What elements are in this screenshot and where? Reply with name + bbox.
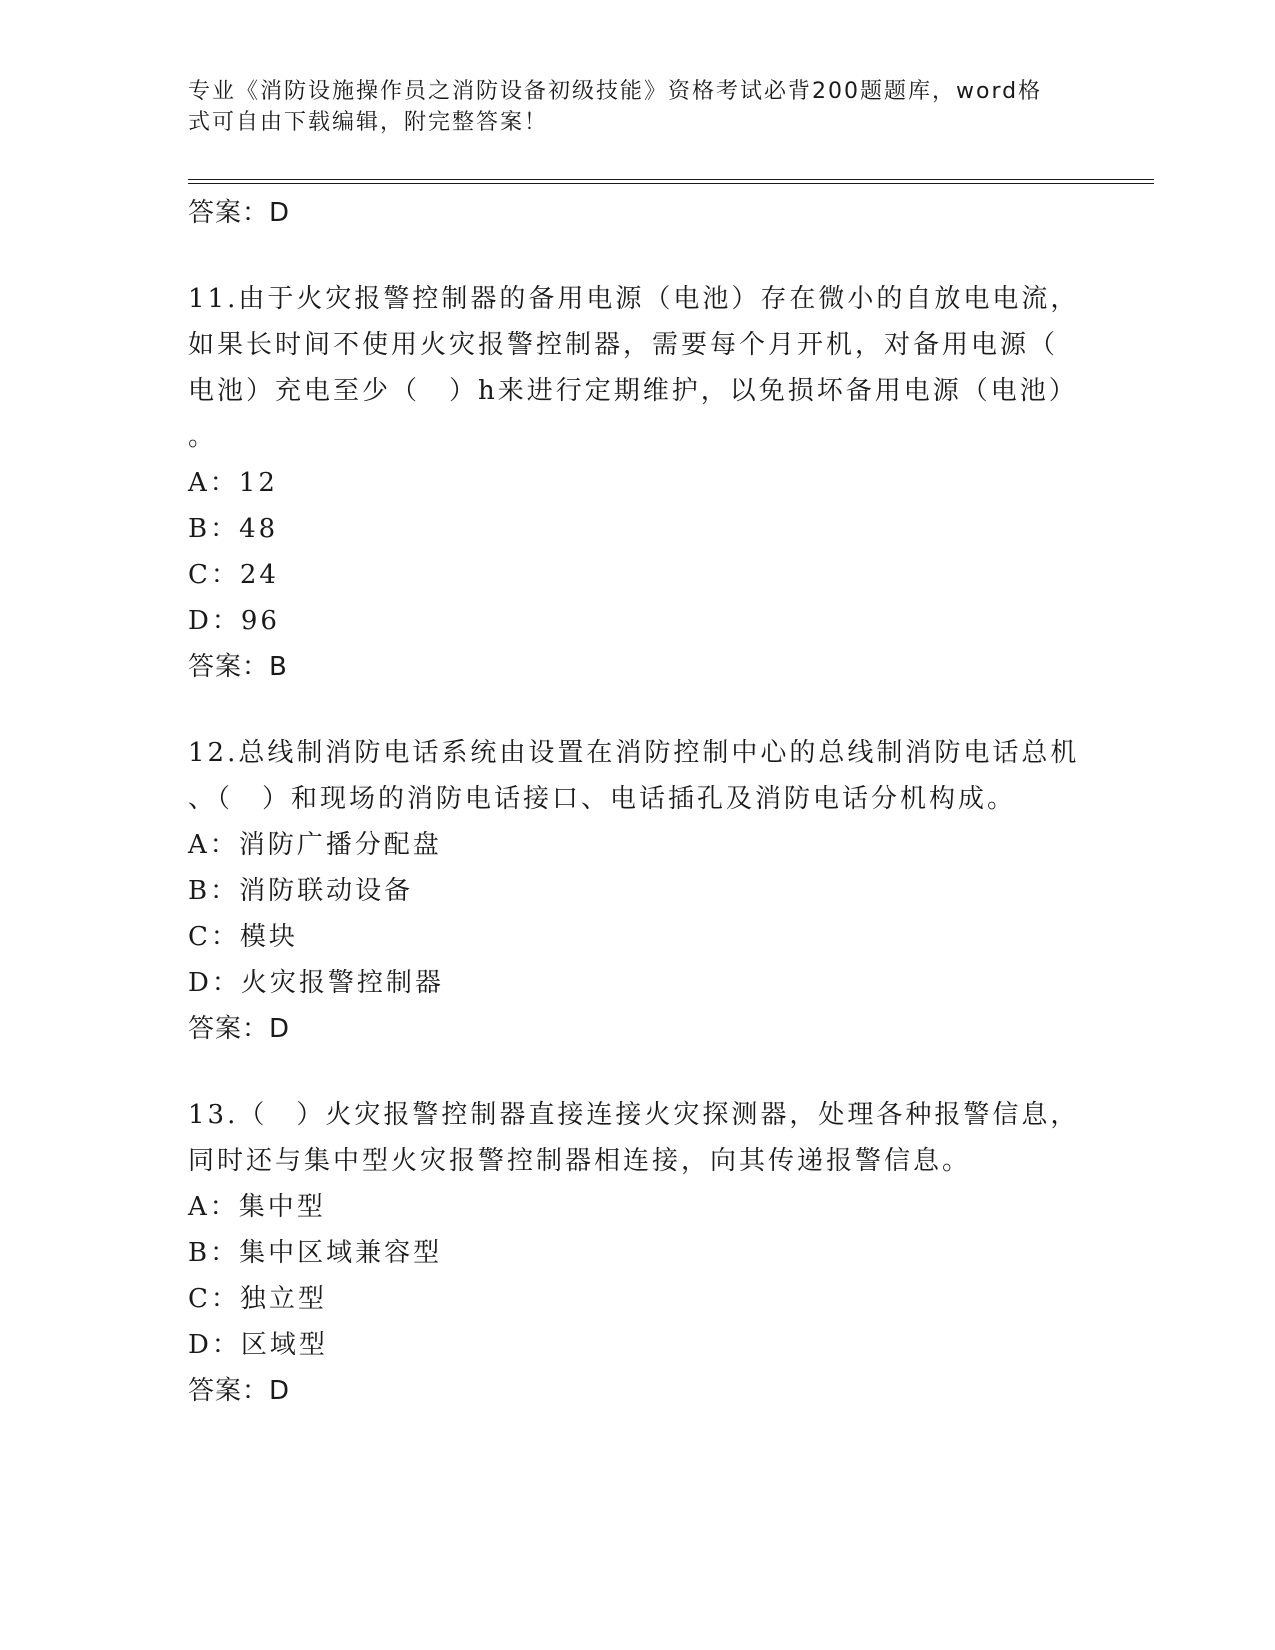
answer: 答案：D [188,1376,291,1406]
option-d: D：96 [188,606,280,636]
option-b: B：48 [188,514,279,544]
document-header [188,76,1068,138]
question-line: 电池）充电至少（ ）h来进行定期维护，以免损坏备用电源（电池） [188,376,1078,406]
option-c: C：独立型 [188,1284,327,1314]
question-list [188,190,1088,1414]
question-13 [188,1092,1088,1414]
header-line-2: 式可自由下载编辑，附完整答案！ [188,110,549,135]
option-a: A：12 [188,468,278,498]
question-line: 13.（ ）火灾报警控制器直接连接火灾探测器，处理各种报警信息， [188,1100,1080,1130]
question-12 [188,730,1088,1052]
option-b: B：集中区域兼容型 [188,1238,443,1268]
question-text [188,276,1088,460]
option-c: C：24 [188,560,279,590]
answer: 答案：D [188,1014,291,1044]
option-d: D：区域型 [188,1330,328,1360]
question-line: 。 [188,422,218,452]
question-line: 同时还与集中型火灾报警控制器相连接，向其传递报警信息。 [188,1146,972,1176]
header-rule-thin [188,179,1154,180]
option-b: B：消防联动设备 [188,876,414,906]
option-a: A：消防广播分配盘 [188,830,442,860]
option-c: C：模块 [188,922,298,952]
question-line: 12.总线制消防电话系统由设置在消防控制中心的总线制消防电话总机 [188,738,1080,768]
question-11 [188,276,1088,690]
answer: 答案：B [188,652,288,682]
answer-previous: 答案：D [188,198,291,228]
question-line: 如果长时间不使用火灾报警控制器，需要每个月开机，对备用电源（ [188,330,1059,360]
option-d: D：火灾报警控制器 [188,968,444,998]
header-line-1: 专业《消防设施操作员之消防设备初级技能》资格考试必背200题题库，word格 [188,79,1043,104]
question-line: 、（ ）和现场的消防电话接口、电话插孔及消防电话分机构成。 [188,784,1017,814]
question-line: 11.由于火灾报警控制器的备用电源（电池）存在微小的自放电电流， [188,284,1080,314]
question-text [188,730,1088,822]
header-rule-thick [188,183,1154,184]
option-a: A：集中型 [188,1192,326,1222]
question-text [188,1092,1088,1184]
